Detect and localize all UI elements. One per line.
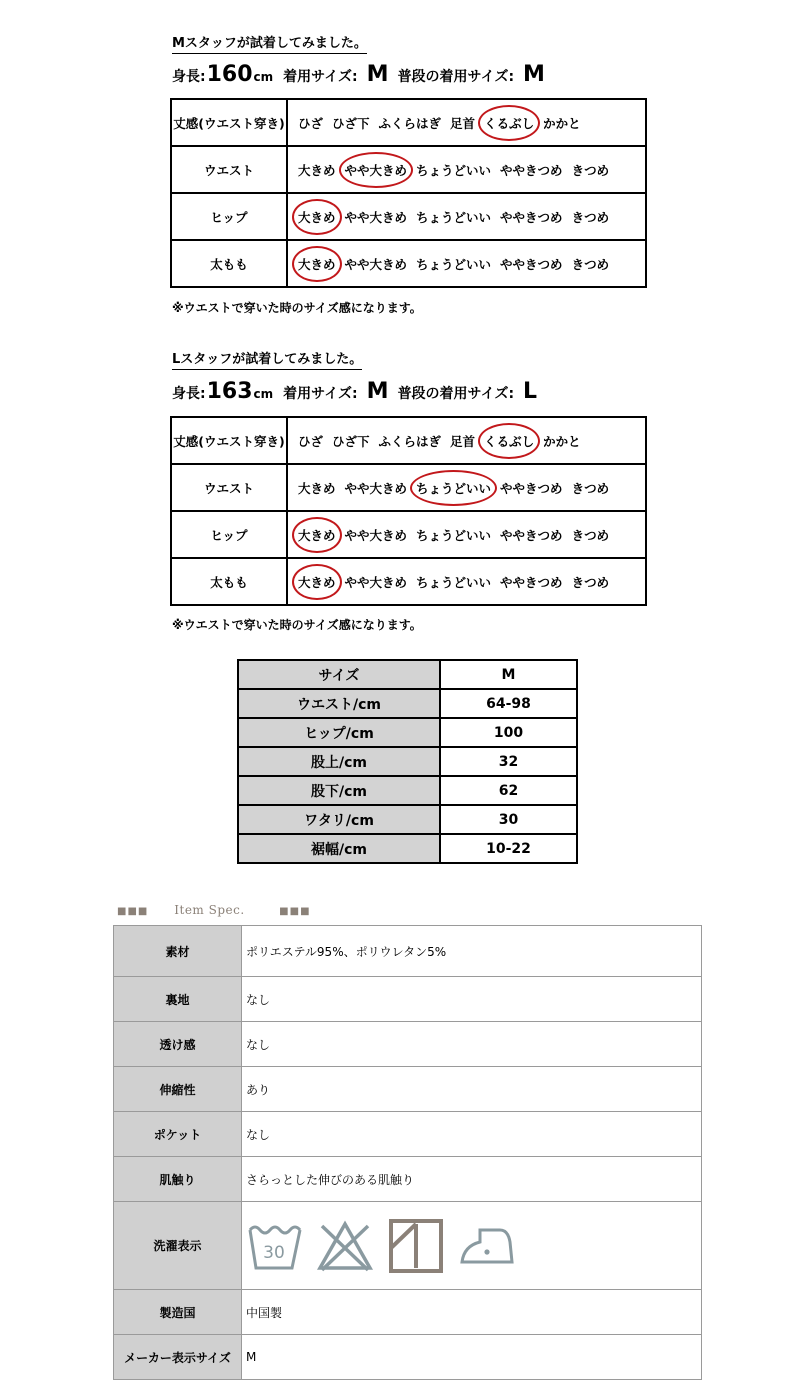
fit-row-options [287,511,646,558]
fit-option: ひざ [298,433,324,449]
m-staff-info [172,62,546,87]
fit-option: ひざ [298,115,324,131]
fit-option: ふくらはぎ [378,115,442,131]
spec-row-value: あり [242,1067,702,1112]
fit-row-options [287,99,646,146]
spec-row-value: なし [242,1112,702,1157]
spec-row [114,1112,702,1157]
spec-row-key: 製造国 [114,1290,242,1335]
fit-row-label: ウエスト [171,146,287,193]
fit-option-selected: 大きめ [298,527,336,543]
usual-size-label: 普段の着用サイズ: [397,386,515,402]
size-row-value: 62 [440,776,577,805]
fit-option-selected: 大きめ [298,209,336,225]
fit-option: ちょうどいい [416,162,492,178]
fit-row-label: 丈感(ウエスト穿き) [171,417,287,464]
fit-option: 大きめ [298,162,336,178]
spec-row-value: さらっとした伸びのある肌触り [242,1157,702,1202]
fit-option: やや大きめ [344,574,408,590]
spec-row-value: なし [242,1022,702,1067]
size-row-value: 30 [440,805,577,834]
fit-row-options [287,558,646,605]
fit-row-label: 太もも [171,240,287,287]
spec-row-key: 伸縮性 [114,1067,242,1112]
fit-option-selected: ちょうどいい [416,480,492,496]
fit-option: ひざ下 [332,115,370,131]
fit-option-selected: 大きめ [298,574,336,590]
usual-size-label: 普段の着用サイズ: [397,69,515,85]
fit-option: ややきつめ [500,162,563,178]
fit-option: やや大きめ [344,209,408,225]
item-spec-table [113,925,702,1380]
size-table [237,659,578,864]
fit-option: きつめ [571,480,610,496]
iron-low-icon [458,1224,518,1268]
m-staff-note: ※ウエストで穿いた時のサイズ感になります。 [172,301,422,315]
svg-text:30: 30 [263,1242,285,1263]
size-table-row [238,718,577,747]
spec-row [114,1157,702,1202]
height-unit: cm [253,70,274,84]
size-row-value: 10-22 [440,834,577,863]
size-row-value: 32 [440,747,577,776]
fit-option-selected: くるぶし [484,115,535,131]
care-symbols [242,1202,702,1290]
fit-option: ひざ下 [332,433,370,449]
no-bleach-icon [316,1220,374,1272]
height-value: 163 [206,379,253,404]
fit-row [171,558,646,605]
fit-row [171,464,646,511]
m-staff-fit-table [170,98,647,288]
spec-row [114,926,702,977]
fit-option: かかと [543,115,581,131]
fit-option: やや大きめ [344,527,408,543]
size-table-header [238,660,577,689]
size-row-value: 64-98 [440,689,577,718]
size-row-key: ウエスト/cm [238,689,440,718]
fit-option: やや大きめ [344,256,408,272]
spec-row-key: メーカー表示サイズ [114,1335,242,1380]
fit-row [171,146,646,193]
l-staff-note: ※ウエストで穿いた時のサイズ感になります。 [172,618,422,632]
fit-option-selected: やや大きめ [344,162,408,178]
fit-option: きつめ [571,162,610,178]
line-dry-shade-icon [388,1218,444,1274]
size-row-key: ワタリ/cm [238,805,440,834]
l-staff-title: Lスタッフが試着してみました。 [172,348,362,370]
fit-option: 足首 [450,115,476,131]
fit-option: きつめ [571,574,610,590]
size-table-row [238,747,577,776]
fit-row [171,511,646,558]
wear-size-value: M [366,62,389,87]
size-table-row [238,834,577,863]
size-header-value: M [440,660,577,689]
spec-row [114,1022,702,1067]
usual-size-value: M [523,62,545,87]
height-label: 身長: [172,69,206,85]
height-unit: cm [253,387,274,401]
size-row-key: ヒップ/cm [238,718,440,747]
fit-option: ちょうどいい [416,574,492,590]
fit-row-label: ヒップ [171,193,287,240]
spec-row [114,1067,702,1112]
size-row-key: 股下/cm [238,776,440,805]
fit-option: ややきつめ [500,256,563,272]
spec-row-value: 中国製 [242,1290,702,1335]
fit-row-options [287,464,646,511]
wear-size-value: M [366,379,389,404]
fit-option: かかと [543,433,581,449]
spec-row-key: 素材 [114,926,242,977]
fit-row-options [287,146,646,193]
size-table-row [238,776,577,805]
fit-option: きつめ [571,527,610,543]
size-row-key: 裾幅/cm [238,834,440,863]
spec-row-key: 透け感 [114,1022,242,1067]
fit-option: ちょうどいい [416,527,492,543]
spec-row [114,1202,702,1290]
fit-row-options [287,417,646,464]
fit-option: やや大きめ [344,480,408,496]
usual-size-value: L [523,379,538,404]
spec-row-value: ポリエステル95%、ポリウレタン5% [242,926,702,977]
fit-row [171,417,646,464]
heading-squares-right: ■■■ [279,906,311,917]
item-spec-title: Item Spec. [174,903,245,917]
fit-option: 足首 [450,433,476,449]
l-staff-info [172,379,538,404]
size-row-key: 股上/cm [238,747,440,776]
fit-row-options [287,240,646,287]
fit-option: きつめ [571,209,610,225]
fit-option: ややきつめ [500,209,563,225]
wash-30-icon [246,1220,302,1272]
size-table-row [238,689,577,718]
fit-option-selected: くるぶし [484,433,535,449]
item-spec-heading [117,903,311,917]
fit-row-label: 太もも [171,558,287,605]
height-label: 身長: [172,386,206,402]
spec-row [114,1290,702,1335]
spec-row-key: ポケット [114,1112,242,1157]
fit-option: ちょうどいい [416,209,492,225]
fit-row [171,240,646,287]
spec-row-key: 洗濯表示 [114,1202,242,1290]
size-row-value: 100 [440,718,577,747]
heading-squares-left: ■■■ [117,906,149,917]
fit-option: きつめ [571,256,610,272]
spec-row [114,977,702,1022]
wear-size-label: 着用サイズ: [283,69,358,85]
fit-option: ややきつめ [500,574,563,590]
fit-row [171,193,646,240]
spec-row-key: 肌触り [114,1157,242,1202]
fit-row [171,99,646,146]
spec-row-value: なし [242,977,702,1022]
fit-row-label: ウエスト [171,464,287,511]
fit-row-label: ヒップ [171,511,287,558]
fit-option: ちょうどいい [416,256,492,272]
size-table-row [238,805,577,834]
fit-row-options [287,193,646,240]
m-staff-title: Mスタッフが試着してみました。 [172,32,367,54]
fit-option: ふくらはぎ [378,433,442,449]
spec-row-key: 裏地 [114,977,242,1022]
fit-option: 大きめ [298,480,336,496]
height-value: 160 [206,62,253,87]
fit-option: ややきつめ [500,480,563,496]
l-staff-fit-table [170,416,647,606]
spec-row-value: M [242,1335,702,1380]
fit-option-selected: 大きめ [298,256,336,272]
fit-option: ややきつめ [500,527,563,543]
fit-row-label: 丈感(ウエスト穿き) [171,99,287,146]
wear-size-label: 着用サイズ: [283,386,358,402]
spec-row [114,1335,702,1380]
size-header-key: サイズ [238,660,440,689]
